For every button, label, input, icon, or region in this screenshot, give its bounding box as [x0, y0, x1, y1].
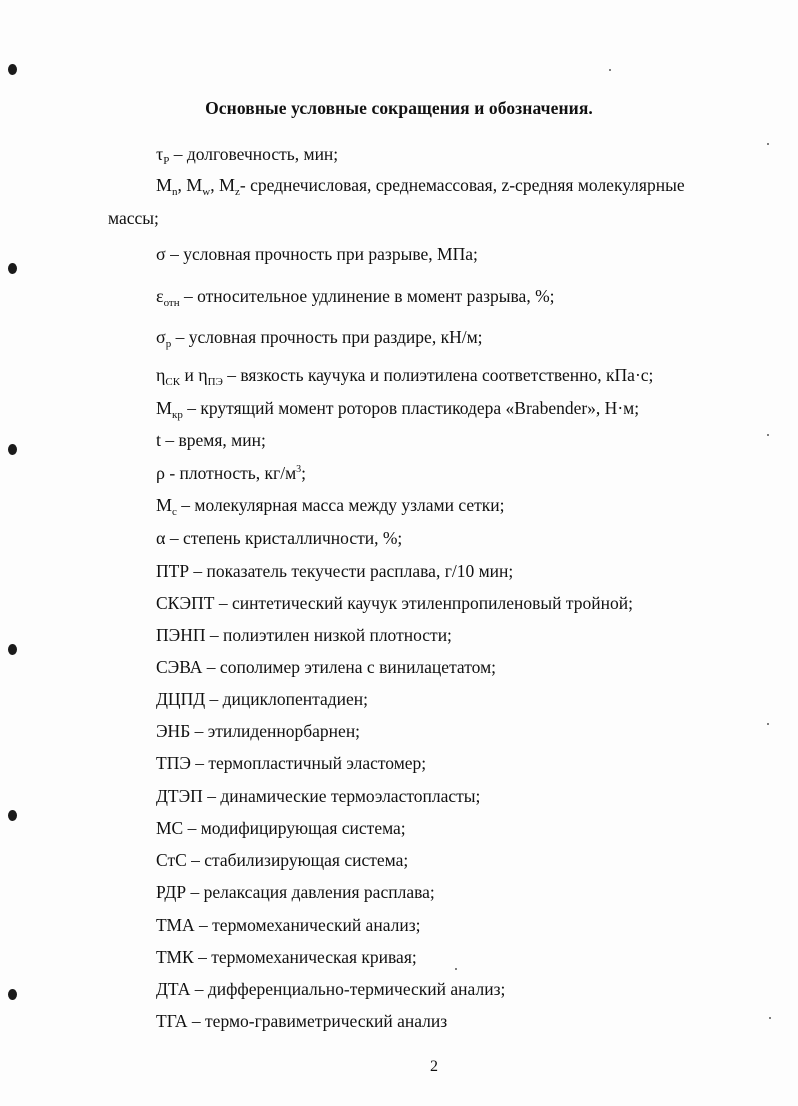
separator: , [177, 175, 187, 195]
binder-hole [8, 989, 17, 1000]
entry-density [156, 462, 306, 484]
binder-hole [8, 810, 17, 821]
symbol-m: M [156, 398, 173, 418]
symbol-m: M [186, 175, 203, 195]
symbol-subscript: P [163, 155, 170, 167]
symbol-subscript: отн [163, 297, 180, 309]
scan-speck [455, 968, 457, 970]
abbreviation-item: РДР – релаксация давления расплава; [156, 882, 435, 902]
entry-text: - плотность, кг/м [164, 463, 297, 483]
symbol-subscript: СК [165, 376, 181, 388]
entry-text: – условная прочность при разрыве, МПа; [165, 244, 478, 264]
abbreviation-item: СЭВА – сополимер этилена с винилацетатом; [156, 657, 497, 677]
symbol-subscript: z [235, 186, 240, 198]
binder-hole [8, 263, 17, 274]
abbreviation-item: СКЭПТ – синтетический каучук этиленпропиленовый тройной; [156, 593, 633, 613]
binder-hole [8, 644, 17, 655]
symbol-subscript: c [172, 506, 177, 518]
page-title: Основные условные сокращения и обозначения. [205, 98, 593, 118]
symbol-subscript: кр [172, 409, 183, 421]
abbreviation-item: ТГА – термо-гравиметрический анализ [156, 1011, 448, 1031]
entry-text: – степень кристалличности, %; [165, 528, 403, 548]
symbol-m: M [156, 495, 173, 515]
entry-time [156, 429, 266, 451]
scan-speck [767, 723, 769, 725]
superscript: 3 [296, 464, 302, 475]
entry-continuation: массы; [108, 208, 159, 228]
abbreviation-item: ПТР – показатель текучести расплава, г/10 мин; [156, 561, 514, 581]
entry-text: – вязкость каучука и полиэтилена соответственно, кПа·с; [222, 365, 654, 385]
symbol-eta: η [198, 365, 208, 385]
symbol-m: M [218, 175, 235, 195]
symbol-alpha: α [156, 528, 166, 548]
abbreviation-item: ДТА – дифференциально-термический анализ; [156, 979, 506, 999]
abbreviation-item: МС – модифицирующая система; [156, 818, 406, 838]
abbreviation-item: ТМК – термомеханическая кривая; [156, 947, 417, 967]
scan-speck [767, 434, 769, 436]
symbol-sigma: σ [156, 327, 166, 347]
symbol-subscript: n [172, 186, 178, 198]
entry-epsilon [156, 285, 555, 307]
entry-text: – молекулярная масса между узлами сетки; [176, 495, 505, 515]
symbol-subscript: p [165, 338, 172, 350]
binder-hole [8, 444, 17, 455]
entry-text: – крутящий момент роторов пластикодера «Brabender», Н·м; [182, 398, 640, 418]
entry-text: – время, мин; [161, 430, 266, 450]
symbol-m: M [156, 175, 173, 195]
entry-end: ; [301, 463, 307, 483]
scan-speck [769, 1017, 771, 1019]
abbreviation-item: ЭНБ – этилиденнорбарнен; [156, 721, 361, 741]
symbol-subscript: ПЭ [207, 376, 223, 388]
entry-sigma [156, 243, 478, 265]
abbreviation-item: ДТЭП – динамические термоэластопласты; [156, 786, 481, 806]
symbol-tau: τ [156, 144, 164, 164]
abbreviation-item: ТПЭ – термопластичный эластомер; [156, 753, 427, 773]
scan-speck [609, 69, 611, 71]
symbol-rho: ρ [156, 463, 165, 483]
symbol-epsilon: ε [156, 286, 164, 306]
abbreviation-item: ТМА – термомеханический анализ; [156, 915, 421, 935]
page-number: 2 [430, 1058, 438, 1075]
entry-text: – долговечность, мин; [169, 144, 339, 164]
entry-molecular-masses [156, 174, 685, 196]
entry-alpha [156, 527, 402, 549]
entry-eta [156, 364, 653, 386]
symbol-sigma: σ [156, 244, 166, 264]
symbol-t: t [156, 430, 162, 450]
separator: , [210, 175, 219, 195]
entry-mc [156, 494, 505, 516]
symbol-subscript: w [202, 186, 211, 198]
entry-tau-p [156, 143, 338, 165]
entry-torque [156, 397, 639, 419]
abbreviation-item: ДЦПД – дициклопентадиен; [156, 689, 369, 709]
abbreviation-item: ПЭНП – полиэтилен низкой плотности; [156, 625, 452, 645]
entry-text: - среднечисловая, среднемассовая, z-средняя молекулярные [239, 175, 685, 195]
entry-text: – относительное удлинение в момент разрыва, %; [179, 286, 555, 306]
conjunction: и [180, 365, 199, 385]
entry-sigma-p [156, 326, 483, 348]
scan-speck [767, 143, 769, 145]
symbol-eta: η [156, 365, 166, 385]
entry-text: – условная прочность при раздире, кН/м; [171, 327, 483, 347]
binder-hole [8, 64, 17, 75]
abbreviation-item: СтС – стабилизирующая система; [156, 850, 409, 870]
